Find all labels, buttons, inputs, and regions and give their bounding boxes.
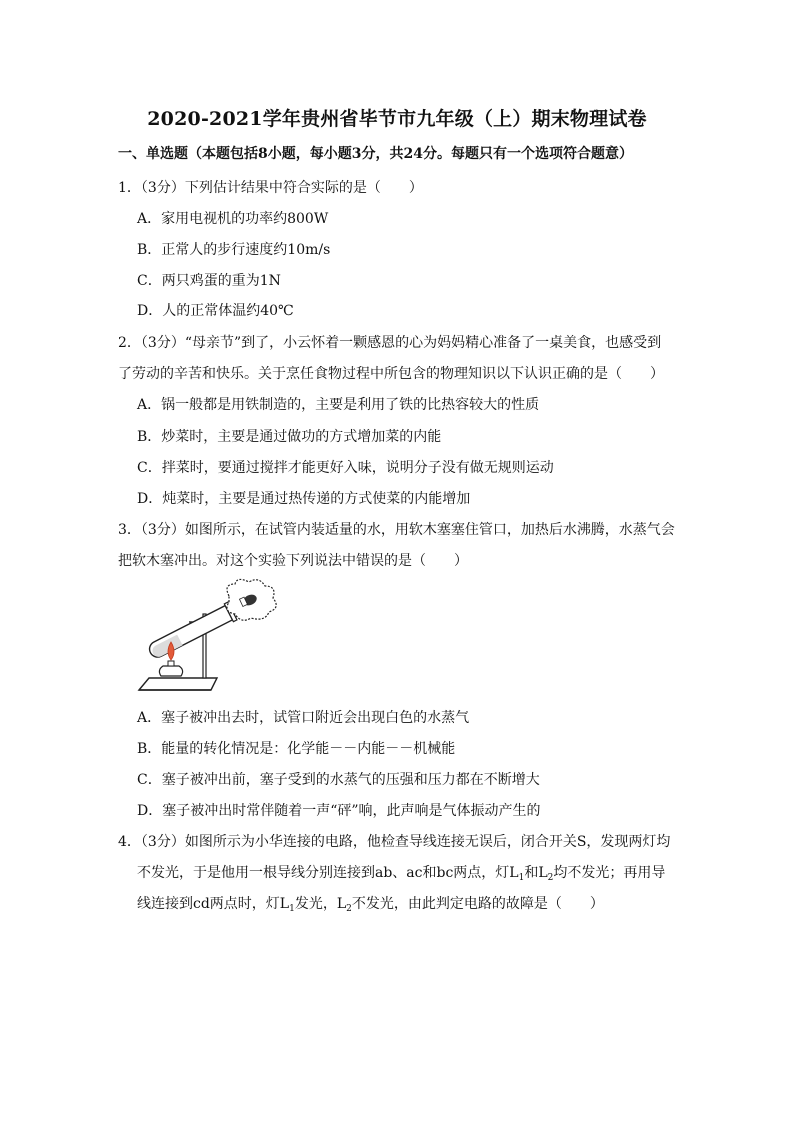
question-1-option-d: D．人的正常体温约40℃: [137, 303, 294, 319]
question-2-option-c: C．拌菜时，要通过搅拌才能更好入味，说明分子没有做无规则运动: [137, 460, 554, 476]
question-4-stem-line-1: 4．（3分）如图所示为小华连接的电路，他检查导线连接无误后，闭合开关S，发现两灯均: [118, 834, 671, 850]
stand-base: [139, 678, 217, 690]
question-3-option-c: C．塞子被冲出前，塞子受到的水蒸气的压强和压力都在不断增大: [137, 772, 540, 788]
question-4-stem-line-3: [137, 893, 604, 914]
test-tube-experiment-figure: [137, 578, 287, 700]
q4-line3-part-b: 发光，L: [294, 896, 347, 912]
question-3-option-d: D．塞子被冲出时常伴随着一声“砰”响，此声响是气体振动产生的: [137, 803, 541, 819]
q4-sub-4: 2: [346, 904, 352, 914]
question-1-option-a: A．家用电视机的功率约800W: [137, 211, 329, 227]
question-1-stem: 1．（3分）下列估计结果中符合实际的是（ ）: [118, 180, 423, 196]
section-heading: 一、单选题（本题包括8小题，每小题3分，共24分。每题只有一个选项符合题意）: [118, 146, 633, 162]
question-3-stem-line-2: 把软木塞冲出。对这个实验下列说法中错误的是（ ）: [118, 553, 468, 569]
page-title: 2020-2021学年贵州省毕节市九年级（上）期末物理试卷: [147, 108, 647, 130]
question-4-stem-line-2: [137, 862, 665, 883]
question-3-option-a: A．塞子被冲出去时，试管口附近会出现白色的水蒸气: [137, 710, 470, 726]
q4-sub-1: 1: [518, 873, 525, 883]
question-3-stem-line-1: 3．（3分）如图所示，在试管内装适量的水，用软木塞塞住管口，加热后水沸腾，水蒸气会: [118, 522, 675, 538]
test-tube: [146, 602, 237, 662]
question-2-option-d: D．炖菜时，主要是通过热传递的方式使菜的内能增加: [137, 491, 471, 507]
q4-sub-3: 1: [289, 904, 295, 914]
question-2-option-a: A．锅一般都是用铁制造的，主要是利用了铁的比热容较大的性质: [137, 397, 540, 413]
alcohol-lamp: [159, 666, 182, 676]
question-1-option-b: B．正常人的步行速度约10m/s: [137, 242, 331, 258]
question-2-stem-line-2: 了劳动的辛苦和快乐。关于烹任食物过程中所包含的物理知识以下认识正确的是（ ）: [118, 366, 664, 382]
question-2-stem-line-1: 2．（3分）“母亲节”到了，小云怀着一颗感恩的心为妈妈精心准备了一桌美食，也感受到: [118, 335, 662, 351]
q4-line2-part-b: 和L: [524, 865, 548, 881]
q4-line3-part-a: 线连接到cd两点时，灯L: [137, 896, 290, 912]
q4-line2-part-c: 均不发光；再用导: [553, 865, 666, 881]
question-2-option-b: B．炒菜时，主要是通过做功的方式增加菜的内能: [137, 429, 442, 445]
q4-sub-2: 2: [547, 873, 554, 883]
q4-line3-part-c: 不发光，由此判定电路的故障是（ ）: [351, 896, 604, 912]
q4-line2-part-a: 不发光，于是他用一根导线分别连接到ab、ac和bc两点，灯L: [137, 865, 519, 881]
question-3-option-b: B．能量的转化情况是：化学能－－内能－－机械能: [137, 741, 456, 757]
question-1-option-c: C．两只鸡蛋的重为1N: [137, 273, 281, 289]
